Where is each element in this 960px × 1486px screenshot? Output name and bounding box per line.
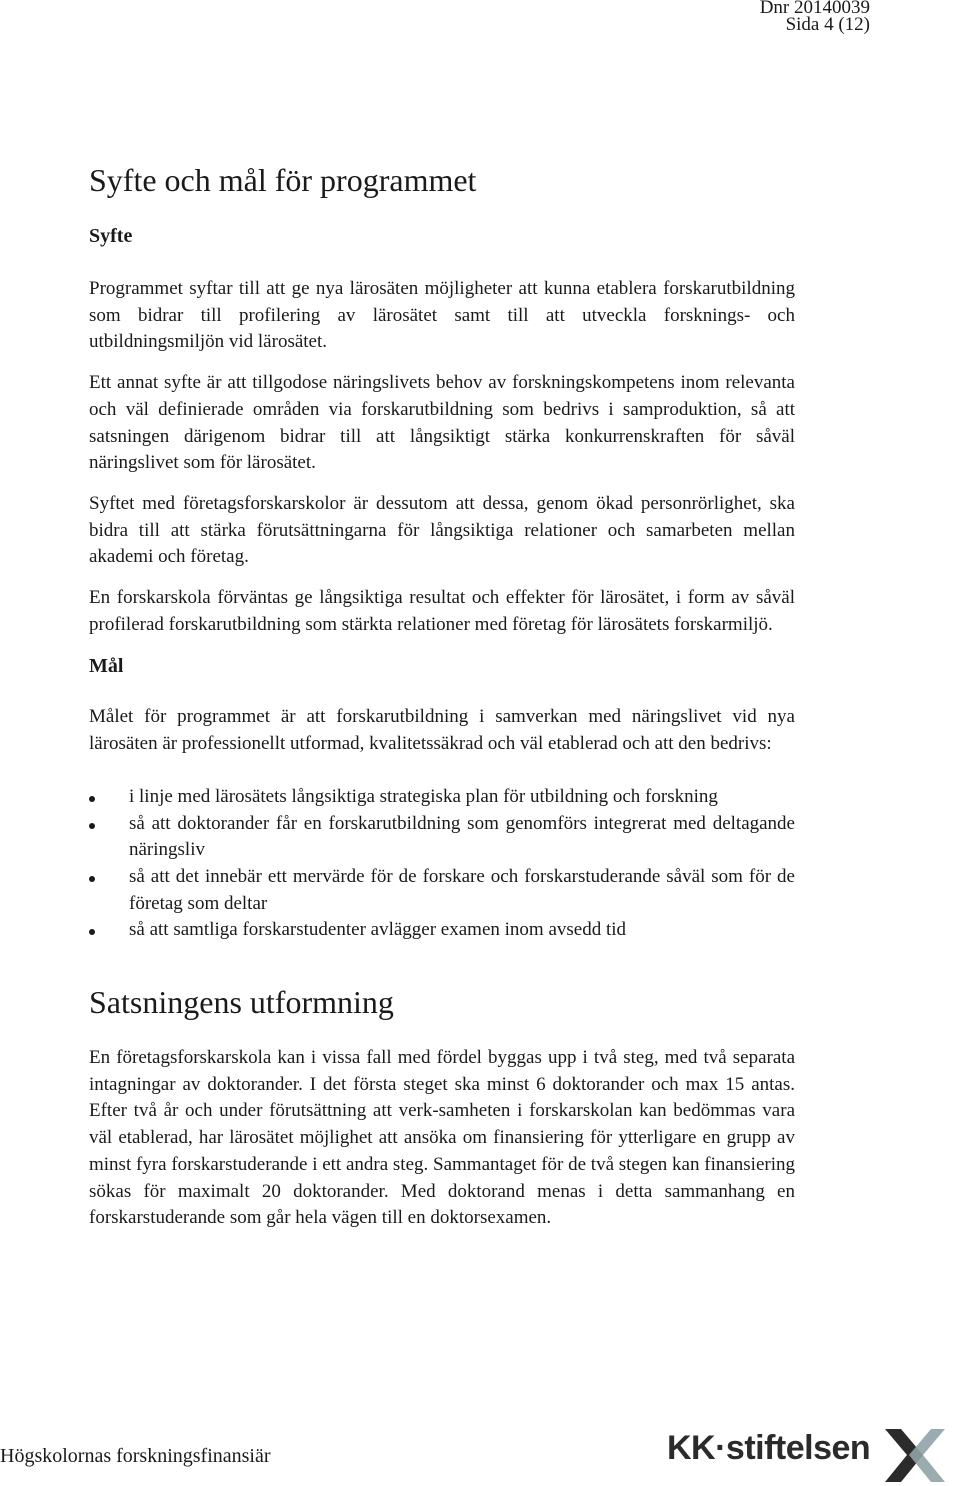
paragraph-syfte-3: Syftet med företagsforskarskolor är dessutom att dessa, genom ökad personrörlighet, ska bidra till att stärka förutsättningarna för långsiktiga relationer och samarbeten mellan akademi och företag.	[89, 492, 795, 568]
paragraph-syfte-1: Programmet syftar till att ge nya lärosäten möjligheter att kunna etablera forskarutbildning som bidrar till profilering av lärosätet samt till att utveckla forsknings- och utbildningsmiljön vid lärosätet.	[89, 278, 795, 353]
paragraph-mal: Målet för programmet är att forskarutbildning i samverkan med näringslivet vid nya lärosäten är professionellt utformad, kvalitetssäkrad och väl etablerad och att den bedrivs:	[89, 706, 795, 755]
page-number: Sida 4 (12)	[785, 14, 870, 35]
paragraph-syfte-4: En forskarskola förväntas ge långsiktiga resultat och effekter för lärosätet, i form av såväl profilerad forskarutbildning som stärkta relationer med företag för lärosätets forskarmiljö.	[89, 587, 795, 635]
kk-stiftelsen-logo	[667, 1425, 960, 1486]
footer-tagline: Högskolornas forskningsfinansiär	[0, 1445, 271, 1467]
list-item: i linje med lärosätets långsiktiga strategiska plan för utbildning och forskning	[89, 784, 795, 811]
list-item: så att doktorander får en forskarutbildning som genomförs integrerat med deltagande näringsliv	[89, 811, 795, 864]
document-number: Dnr 20140039	[759, 0, 870, 18]
subheading-syfte: Syfte	[89, 225, 133, 247]
chevron-logo-icon	[883, 1425, 960, 1486]
paragraph-syfte-2: Ett annat syfte är att tillgodose näringslivets behov av forskningskompetens inom relevanta och väl definierade områden via forskarutbildning som bedrivs i samproduktion, så att satsningen därigenom bidrar till att långsiktigt stärka konkurrenskraften för såväl näringslivet som för lärosätet.	[89, 372, 795, 474]
subheading-mal: Mål	[89, 655, 124, 678]
paragraph-utformning: En företagsforskarskola kan i vissa fall med fördel byggas upp i två steg, med två separata intagningar av doktorander. I det första steget ska minst 6 doktorander och max 15 antas. Efter två år och under förutsättning att verk-samheten i forskarskolan kan bedömmas vara väl etablerad, har lärosätet möjlighet att ansöka om finansiering för ytterligare en grupp av minst fyra forskarstuderande i ett andra steg. Sammantaget för de två stegen kan finansiering sökas för maximalt 20 doktorander. Med doktorand menas i detta sammanhang en forskarstuderande som går hela vägen till en doktorsexamen.	[89, 1047, 795, 1229]
list-item: så att det innebär ett mervärde för de forskare och forskarstuderande såväl som för de företag som deltar	[89, 864, 795, 917]
goal-list	[89, 784, 795, 944]
list-item: så att samtliga forskarstudenter avlägger examen inom avsedd tid	[89, 917, 795, 944]
logo-wordmark: KK·stiftelsen	[667, 1429, 871, 1467]
section-title-utformning: Satsningens utformning	[89, 984, 394, 1021]
section-title-syfte-mal: Syfte och mål för programmet	[89, 162, 477, 198]
document-body	[89, 160, 795, 1232]
